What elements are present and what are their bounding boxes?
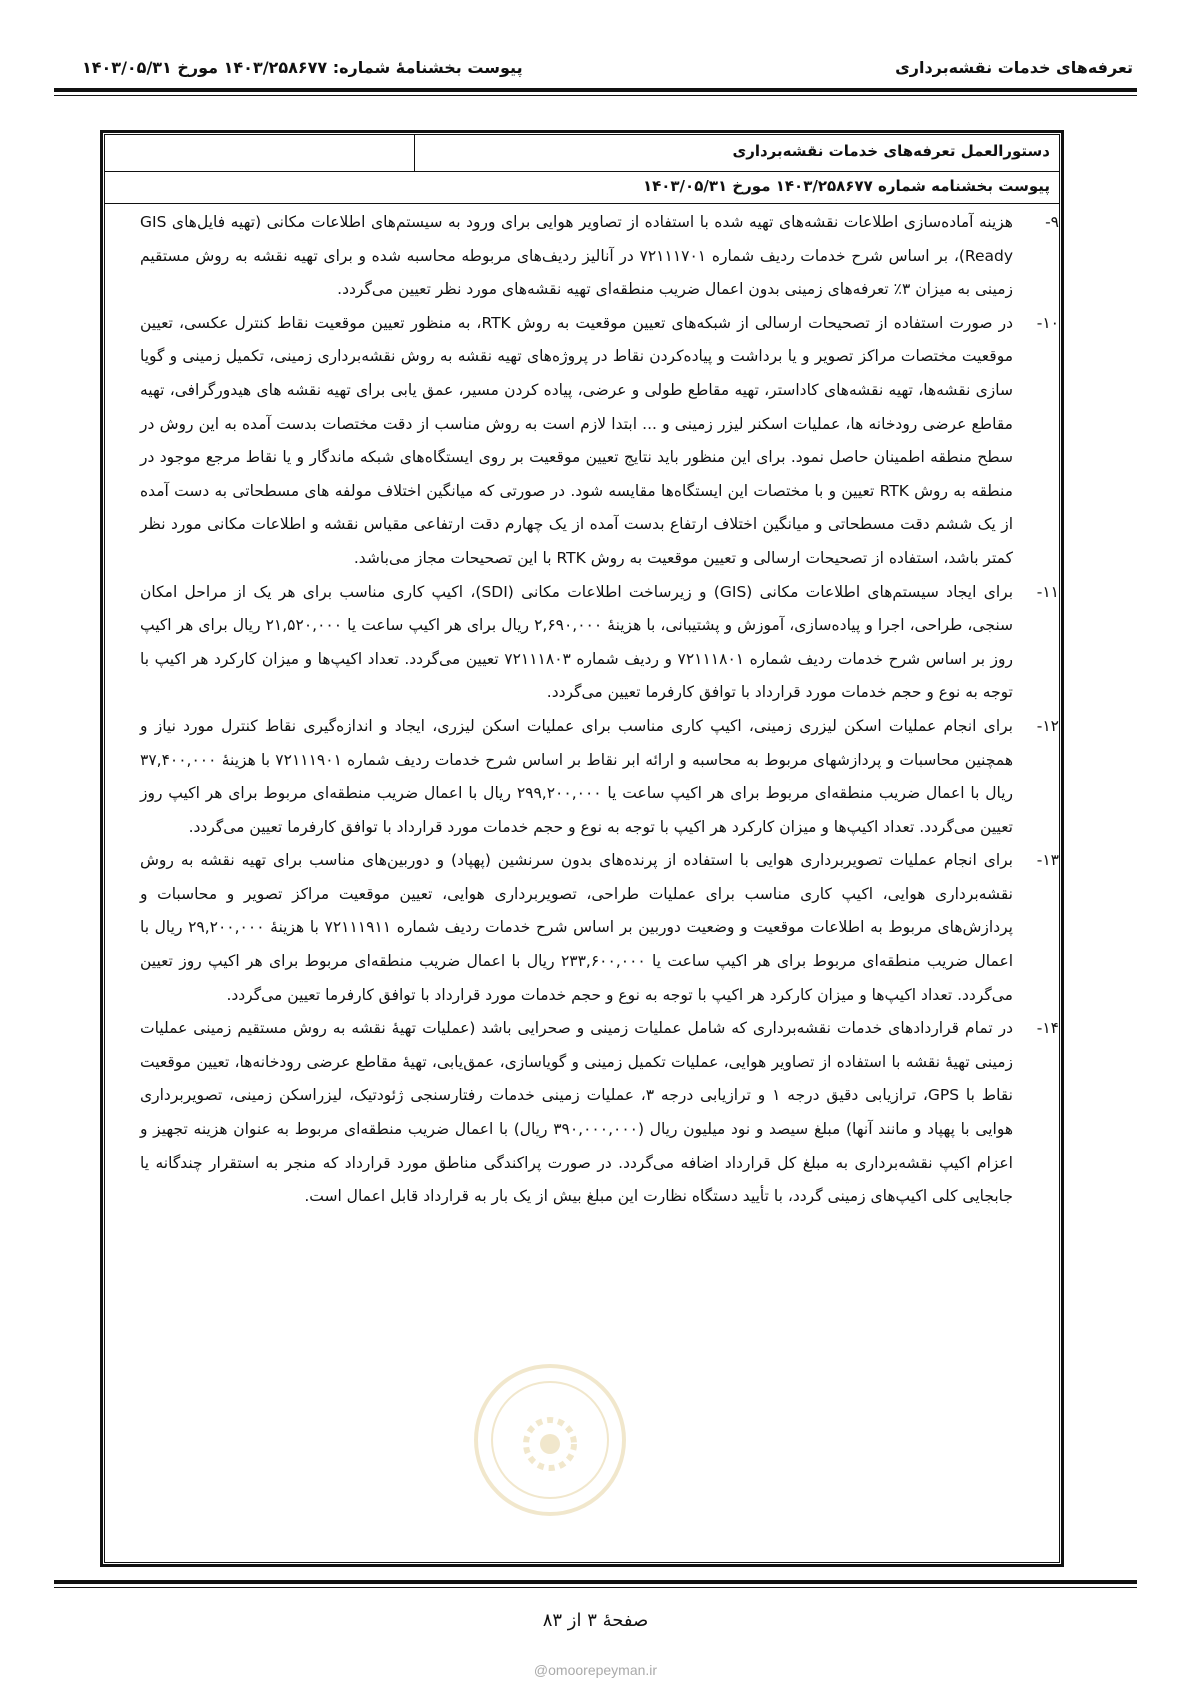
clause-text: برای انجام عملیات اسکن لیزری زمینی، اکیپ کاری مناسب برای عملیات اسکن لیزری، ایجاد و اندازه‌گیری نقاط کنترل مورد نیاز و همچنین محاسبات و پردازشهای مربوط به محاسبه و ارائه ابر نقاط بر اساس شرح خدمات ردیف شماره ۷۲۱۱۱۹۰۱ با هزینهٔ ۳۷,۴۰۰,۰۰۰ ریال با اعمال ضریب منطقه‌ای مربوط برای هر اکیپ ساعت یا ۲۹۹,۲۰۰,۰۰۰ ریال با اعمال ضریب منطقه‌ای مربوط برای هر اکیپ روز تعیین می‌گردد. تعداد اکیپ‌ها و میزان کارکرد هر اکیپ با توجه به نوع و حجم خدمات مورد قرارداد با توافق کارفرما تعیین می‌گردد.	[140, 716, 1013, 836]
frame-subtitle: پیوست بخشنامه شماره ۱۴۰۳/۲۵۸۶۷۷ مورخ ۱۴۰۳/۰۵/۳۱	[104, 172, 1060, 204]
clause-text: در تمام قراردادهای خدمات نقشه‌برداری که شامل عملیات زمینی و صحرایی باشد (عملیات تهیهٔ نقشه به روش مستقیم زمینی عملیات زمینی تهیهٔ نقشه با استفاده از تصاویر هوایی، عملیات تکمیل زمینی و گویاسازی، عمق‌یابی، تهیهٔ مقاطع عرضی رودخانه‌ها، تعیین موقعیت نقاط با GPS، ترازیابی دقیق درجه ۱ و ترازیابی درجه ۳، عملیات زمینی خدمات رفتارسنجی ژئودتیک، لیزراسکن زمینی، تصویربرداری هوایی با پهپاد و مانند آنها) مبلغ سیصد و نود میلیون ریال (۳۹۰,۰۰۰,۰۰۰ ریال) با اعمال ضریب منطقه‌ای مربوط به عنوان هزینه تجهیز و اعزام اکیپ نقشه‌برداری به مبلغ کل قرارداد اضافه می‌گردد. در صورت پراکندگی مناطق مورد قرارداد که منجر به استقرار چندگانه یا جابجایی کلی اکیپ‌های زمینی گردد، با تأیید دستگاه نظارت این مبلغ بیش از یک بار به قرارداد قابل اعمال است.	[140, 1019, 1013, 1206]
clause-number: ۹-	[1045, 213, 1059, 231]
clause-number: ۱۳-	[1036, 851, 1059, 870]
header-rule-thin	[54, 95, 1137, 96]
clause-number: ۱۱-	[1036, 582, 1059, 601]
clause-number: ۱۰-	[1036, 313, 1059, 332]
clause-text: هزینه آماده‌سازی اطلاعات نقشه‌های تهیه شده با استفاده از تصاویر هوایی برای ورود به سیستم‌های اطلاعات مکانی (تهیه فایل‌های GIS Ready)، بر اساس شرح خدمات ردیف شماره ۷۲۱۱۱۷۰۱ در آنالیز ردیف‌های مربوطه محاسبه شده و برای تهیه نقشه به روش مستقیم زمینی به میزان ۳٪ تعرفه‌های زمینی بدون اعمال ضریب منطقه‌ای تهیه نقشه‌های مورد نظر تعیین می‌گردد.	[140, 213, 1014, 299]
clause-text: برای انجام عملیات تصویربرداری هوایی با استفاده از پرنده‌های بدون سرنشین (پهپاد) و دوربین‌های مناسب برای تهیه نقشه به روش نقشه‌برداری هوایی، اکیپ کاری مناسب برای عملیات طراحی، تصویربرداری هوایی، تعیین موقعیت مراکز تصویر و محاسبات و پردازش‌های مربوط به اطلاعات موقعیت و وضعیت دوربین بر اساس شرح خدمات ردیف شماره ۷۲۱۱۱۹۱۱ با هزینهٔ ۲۹,۲۰۰,۰۰۰ ریال با اعمال ضریب منطقه‌ای مربوط برای هر اکیپ ساعت یا ۲۳۳,۶۰۰,۰۰۰ ریال با اعمال ضریب منطقه‌ای مربوط برای هر اکیپ روز تعیین می‌گردد. تعداد اکیپ‌ها و میزان کارکرد هر اکیپ با توجه به نوع و حجم خدمات مورد قرارداد با توافق کارفرما تعیین می‌گردد.	[140, 851, 1013, 1004]
footer-rule-thin	[54, 1587, 1137, 1588]
header-rule-thick	[54, 88, 1137, 92]
clause-text: برای ایجاد سیستم‌های اطلاعات مکانی (GIS) و زیرساخت اطلاعات مکانی (SDI)، اکیپ کاری مناسب برای هر یک از مراحل امکان سنجی، طراحی، اجرا و پیاده‌سازی، آموزش و پشتیبانی، با هزینهٔ ۲,۶۹۰,۰۰۰ ریال برای هر اکیپ ساعت یا ۲۱,۵۲۰,۰۰۰ ریال برای هر اکیپ روز بر اساس شرح خدمات ردیف شماره ۷۲۱۱۱۸۰۱ و ردیف شماره ۷۲۱۱۱۸۰۳ تعیین می‌گردد. تعداد اکیپ‌ها و میزان کارکرد هر اکیپ با توجه به نوع و حجم خدمات مورد قرارداد با توافق کارفرما تعیین می‌گردد.	[140, 582, 1014, 702]
clause-10	[140, 307, 1059, 576]
frame-title: دستورالعمل تعرفه‌های خدمات نقشه‌برداری	[414, 134, 1060, 171]
frame-title-row	[104, 134, 1060, 172]
clause-11	[140, 576, 1059, 710]
clause-number: ۱۲-	[1036, 716, 1059, 735]
clause-text: در صورت استفاده از تصحیحات ارسالی از شبکه‌های تعیین موقعیت به روش RTK، به منظور تعیین موقعیت نقاط کنترل عکسی، تعیین موقعیت مختصات مراکز تصویر و یا برداشت و پیاده‌کردن نقاط در پروژه‌های تهیه نقشه به روش نقشه‌برداری زمینی، تکمیل زمینی و گویا سازی نقشه‌ها، تهیه نقشه‌های کاداستر، تهیه مقاطع طولی و عرضی، پیاده کردن مسیر، عمق یابی برای تهیه نقشه های هیدورگرافی، تهیه مقاطع عرضی رودخانه ها، عملیات اسکنر لیزر زمینی و ... ابتدا لازم است به روش مناسب از دقت مختصات بدست آمده به این روش در سطح منطقه اطمینان حاصل نمود. برای این منظور باید نتایج تعیین موقعیت بر روی ایستگاه‌های شبکه ماندگار و یا نقاط مرجع موجود در منطقه به روش RTK تعیین و با مختصات این ایستگاه‌ها مقایسه شود. در صورتی که میانگین اختلاف مولفه های مسطحاتی به دست آمده از یک ششم دقت مسطحاتی و میانگین اختلاف ارتفاع بدست آمده از یک چهارم دقت ارتفاعی مقیاس نقشه و اطلاعات مکانی مورد نظر کمتر باشد، استفاده از تصحیحات ارسالی و تعیین موقعیت به روش RTK با این تصحیحات مجاز می‌باشد.	[140, 313, 1013, 567]
document-header-title: تعرفه‌های خدمات نقشه‌برداری	[895, 58, 1133, 77]
clause-14	[140, 1012, 1059, 1214]
page-number: صفحهٔ ۳ از ۸۳	[542, 1610, 649, 1631]
clause-number: ۱۴-	[1036, 1019, 1059, 1038]
document-body	[140, 206, 1059, 1214]
clause-12	[140, 710, 1059, 844]
clause-13	[140, 844, 1059, 1012]
source-watermark: @omoorepeyman.ir	[533, 1662, 658, 1678]
circular-reference: پیوست بخشنامهٔ شماره: ۱۴۰۳/۲۵۸۶۷۷ مورخ ۱۴۰۳/۰۵/۳۱	[82, 58, 523, 77]
footer-rule-thick	[54, 1580, 1137, 1584]
clause-9	[140, 206, 1059, 307]
